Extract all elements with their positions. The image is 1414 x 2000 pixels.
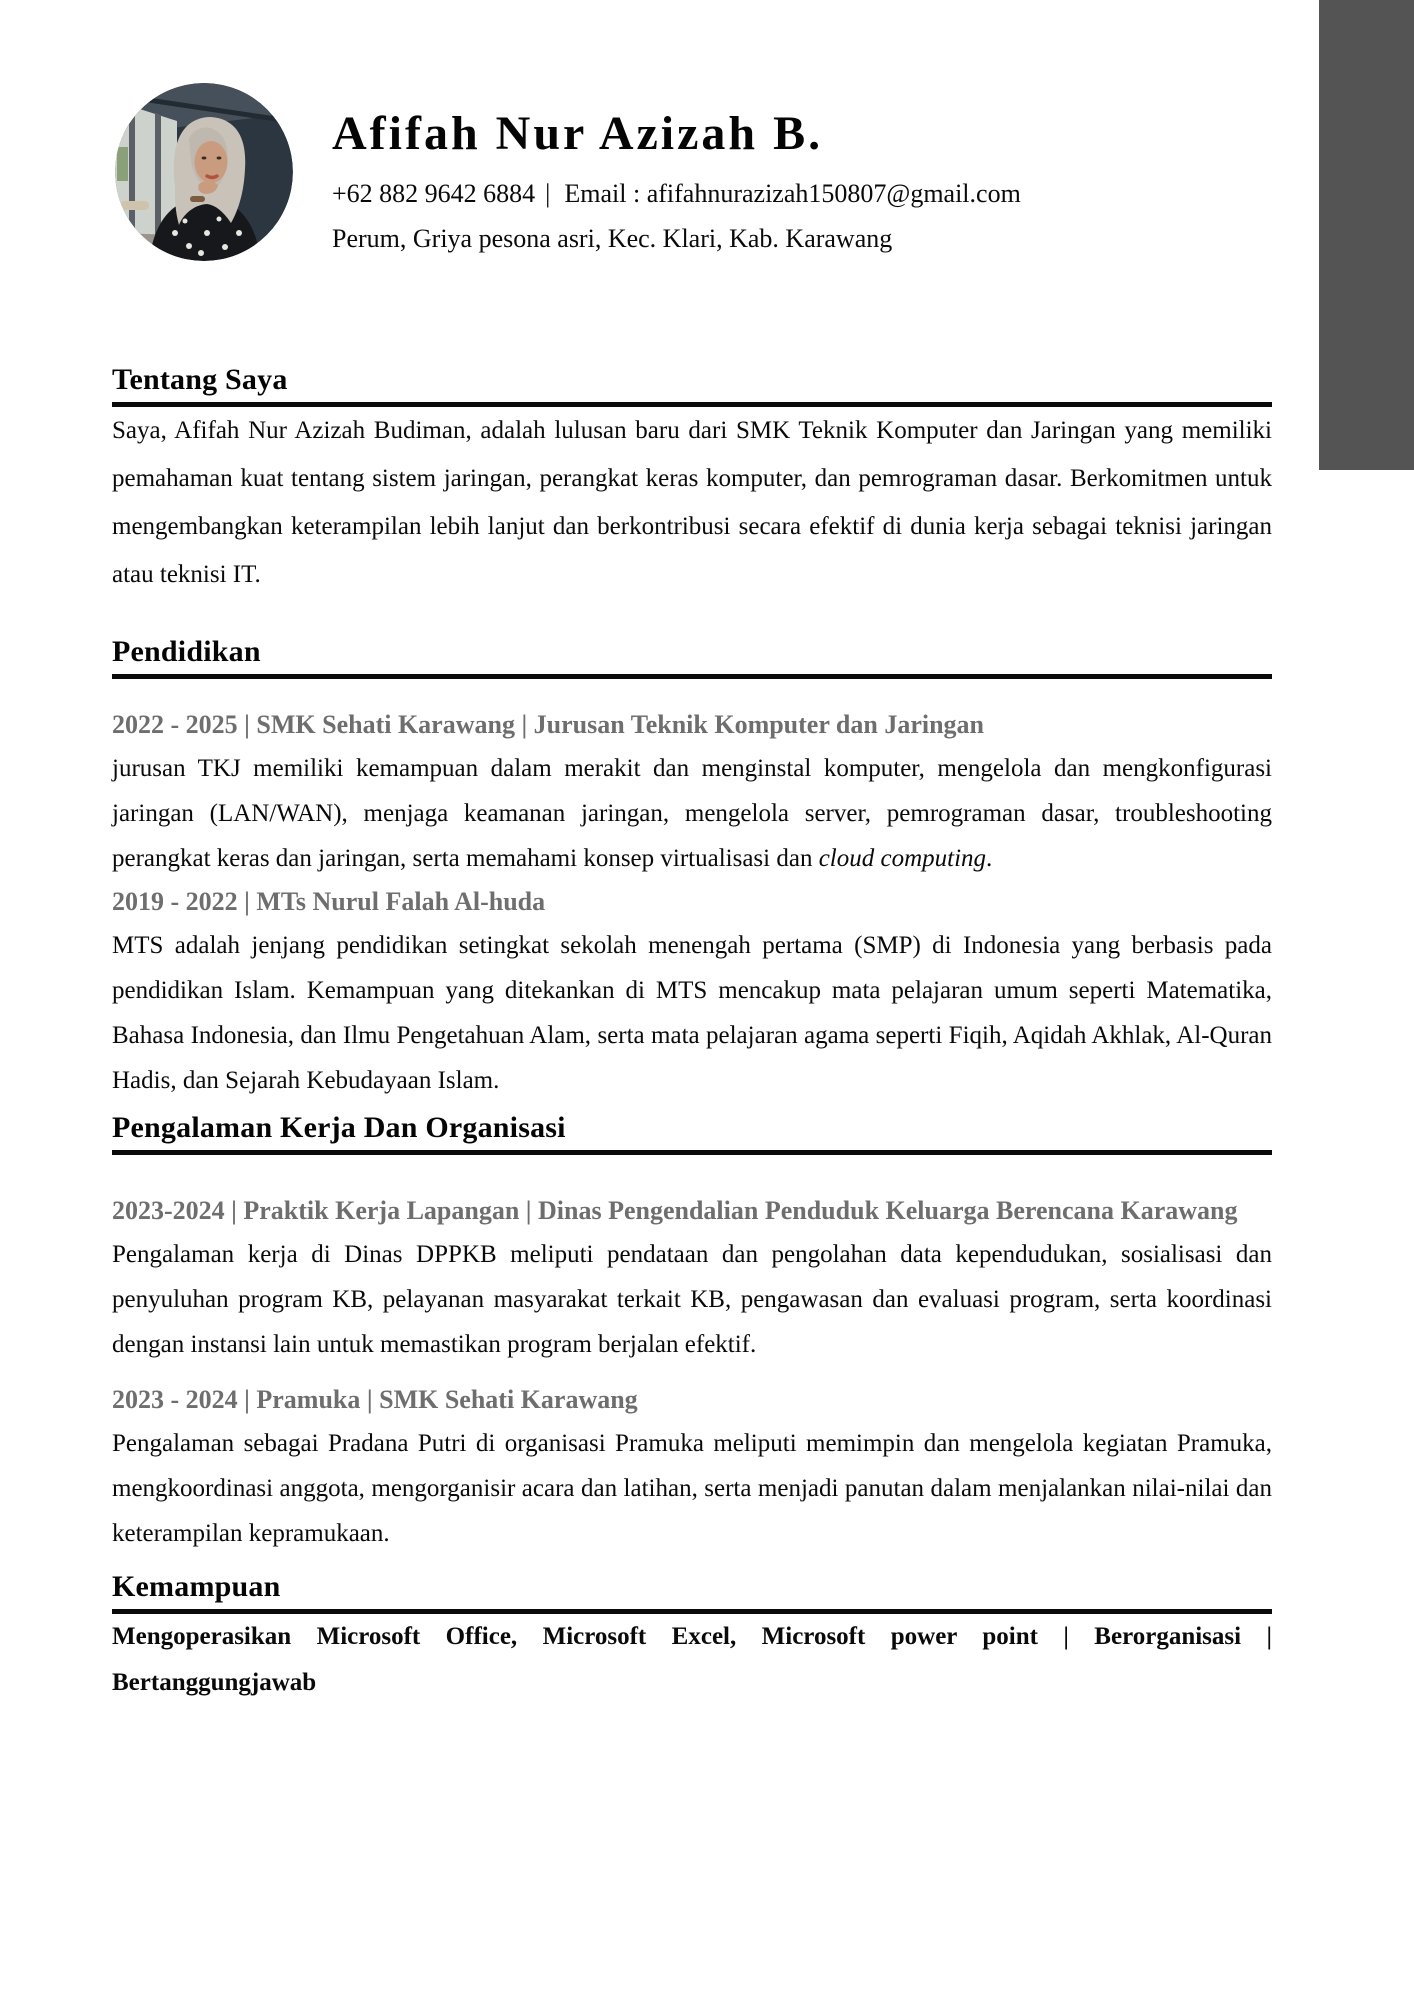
education-smk-italic-text: cloud computing (818, 845, 987, 872)
profile-photo-illustration (115, 83, 293, 261)
experience-entry-heading-pkl: 2023-2024 | Praktik Kerja Lapangan | Dinas Pengendalian Penduduk Keluarga Berencana Karawang (112, 1196, 1238, 1225)
skills-paragraph: Mengoperasikan Microsoft Office, Microsoft Excel, Microsoft power point | Berorganisasi | Bertanggungjawab (112, 1623, 1272, 1696)
experience-entry-heading-pramuka: 2023 - 2024 | Pramuka | SMK Sehati Karawang (112, 1385, 638, 1414)
education-smk-text: jurusan TKJ memiliki kemampuan dalam merakit dan menginstal komputer, mengelola dan mengkonfigurasi jaringan (LAN/WAN), menjaga keamanan jaringan, mengelola server, pemrograman dasar, troubleshooting perangkat keras dan jaringan, serta memahami konsep virtualisasi dan (112, 755, 1272, 872)
section-title-about: Tentang Saya (112, 363, 288, 396)
experience-entry-paragraph-pkl: Pengalaman kerja di Dinas DPPKB meliputi pendataan dan pengolahan data kependudukan, sosialisasi dan penyuluhan program KB, pelayanan masyarakat terkait KB, pengawasan dan evaluasi program, serta koordinasi dengan instansi lain untuk memastikan program berjalan efektif. (112, 1241, 1272, 1358)
section-rule-experience (112, 1150, 1272, 1155)
section-title-skills: Kemampuan (112, 1570, 281, 1603)
candidate-name: Afifah Nur Azizah B. (332, 107, 824, 160)
accent-bar (1319, 0, 1414, 470)
identity-block (332, 108, 1212, 258)
section-rule-education (112, 674, 1272, 679)
contact-separator: | (545, 178, 551, 208)
about-paragraph: Saya, Afifah Nur Azizah Budiman, adalah lulusan baru dari SMK Teknik Komputer dan Jaringan yang memiliki pemahaman kuat tentang sistem jaringan, perangkat keras komputer, dan pemrograman dasar. Berkomitmen untuk mengembangkan keterampilan lebih lanjut dan berkontribusi secara efektif di dunia kerja sebagai teknisi jaringan atau teknisi IT. (112, 417, 1272, 588)
phone-number: +62 882 9642 6884 (332, 178, 536, 208)
education-entry-paragraph-smk (112, 746, 1272, 881)
email-address: Email : afifahnurazizah150807@gmail.com (564, 178, 1021, 208)
address: Perum, Griya pesona asri, Kec. Klari, Kab. Karawang (332, 224, 893, 254)
contact-line (332, 175, 1212, 213)
education-entry-paragraph-mts: MTS adalah jenjang pendidikan setingkat sekolah menengah pertama (SMP) di Indonesia yang berbasis pada pendidikan Islam. Kemampuan yang ditekankan di MTS mencakup mata pelajaran umum seperti Matematika, Bahasa Indonesia, dan Ilmu Pengetahuan Alam, serta mata pelajaran agama seperti Fiqih, Aqidah Akhlak, Al-Quran Hadis, dan Sejarah Kebudayaan Islam. (112, 932, 1272, 1094)
education-entry-heading-mts: 2019 - 2022 | MTs Nurul Falah Al-huda (112, 887, 546, 916)
experience-entry-paragraph-pramuka: Pengalaman sebagai Pradana Putri di organisasi Pramuka meliputi memimpin dan mengelola kegiatan Pramuka, mengkoordinasi anggota, mengorganisir acara dan latihan, serta menjadi panutan dalam menjalankan nilai-nilai dan keterampilan kepramukaan. (112, 1430, 1272, 1547)
section-title-experience: Pengalaman Kerja Dan Organisasi (112, 1111, 566, 1144)
resume-content (112, 362, 1272, 1706)
education-smk-text-end: . (986, 845, 993, 872)
section-title-education: Pendidikan (112, 635, 261, 668)
education-entry-heading-smk: 2022 - 2025 | SMK Sehati Karawang | Jurusan Teknik Komputer dan Jaringan (112, 710, 985, 739)
profile-photo (115, 83, 293, 261)
